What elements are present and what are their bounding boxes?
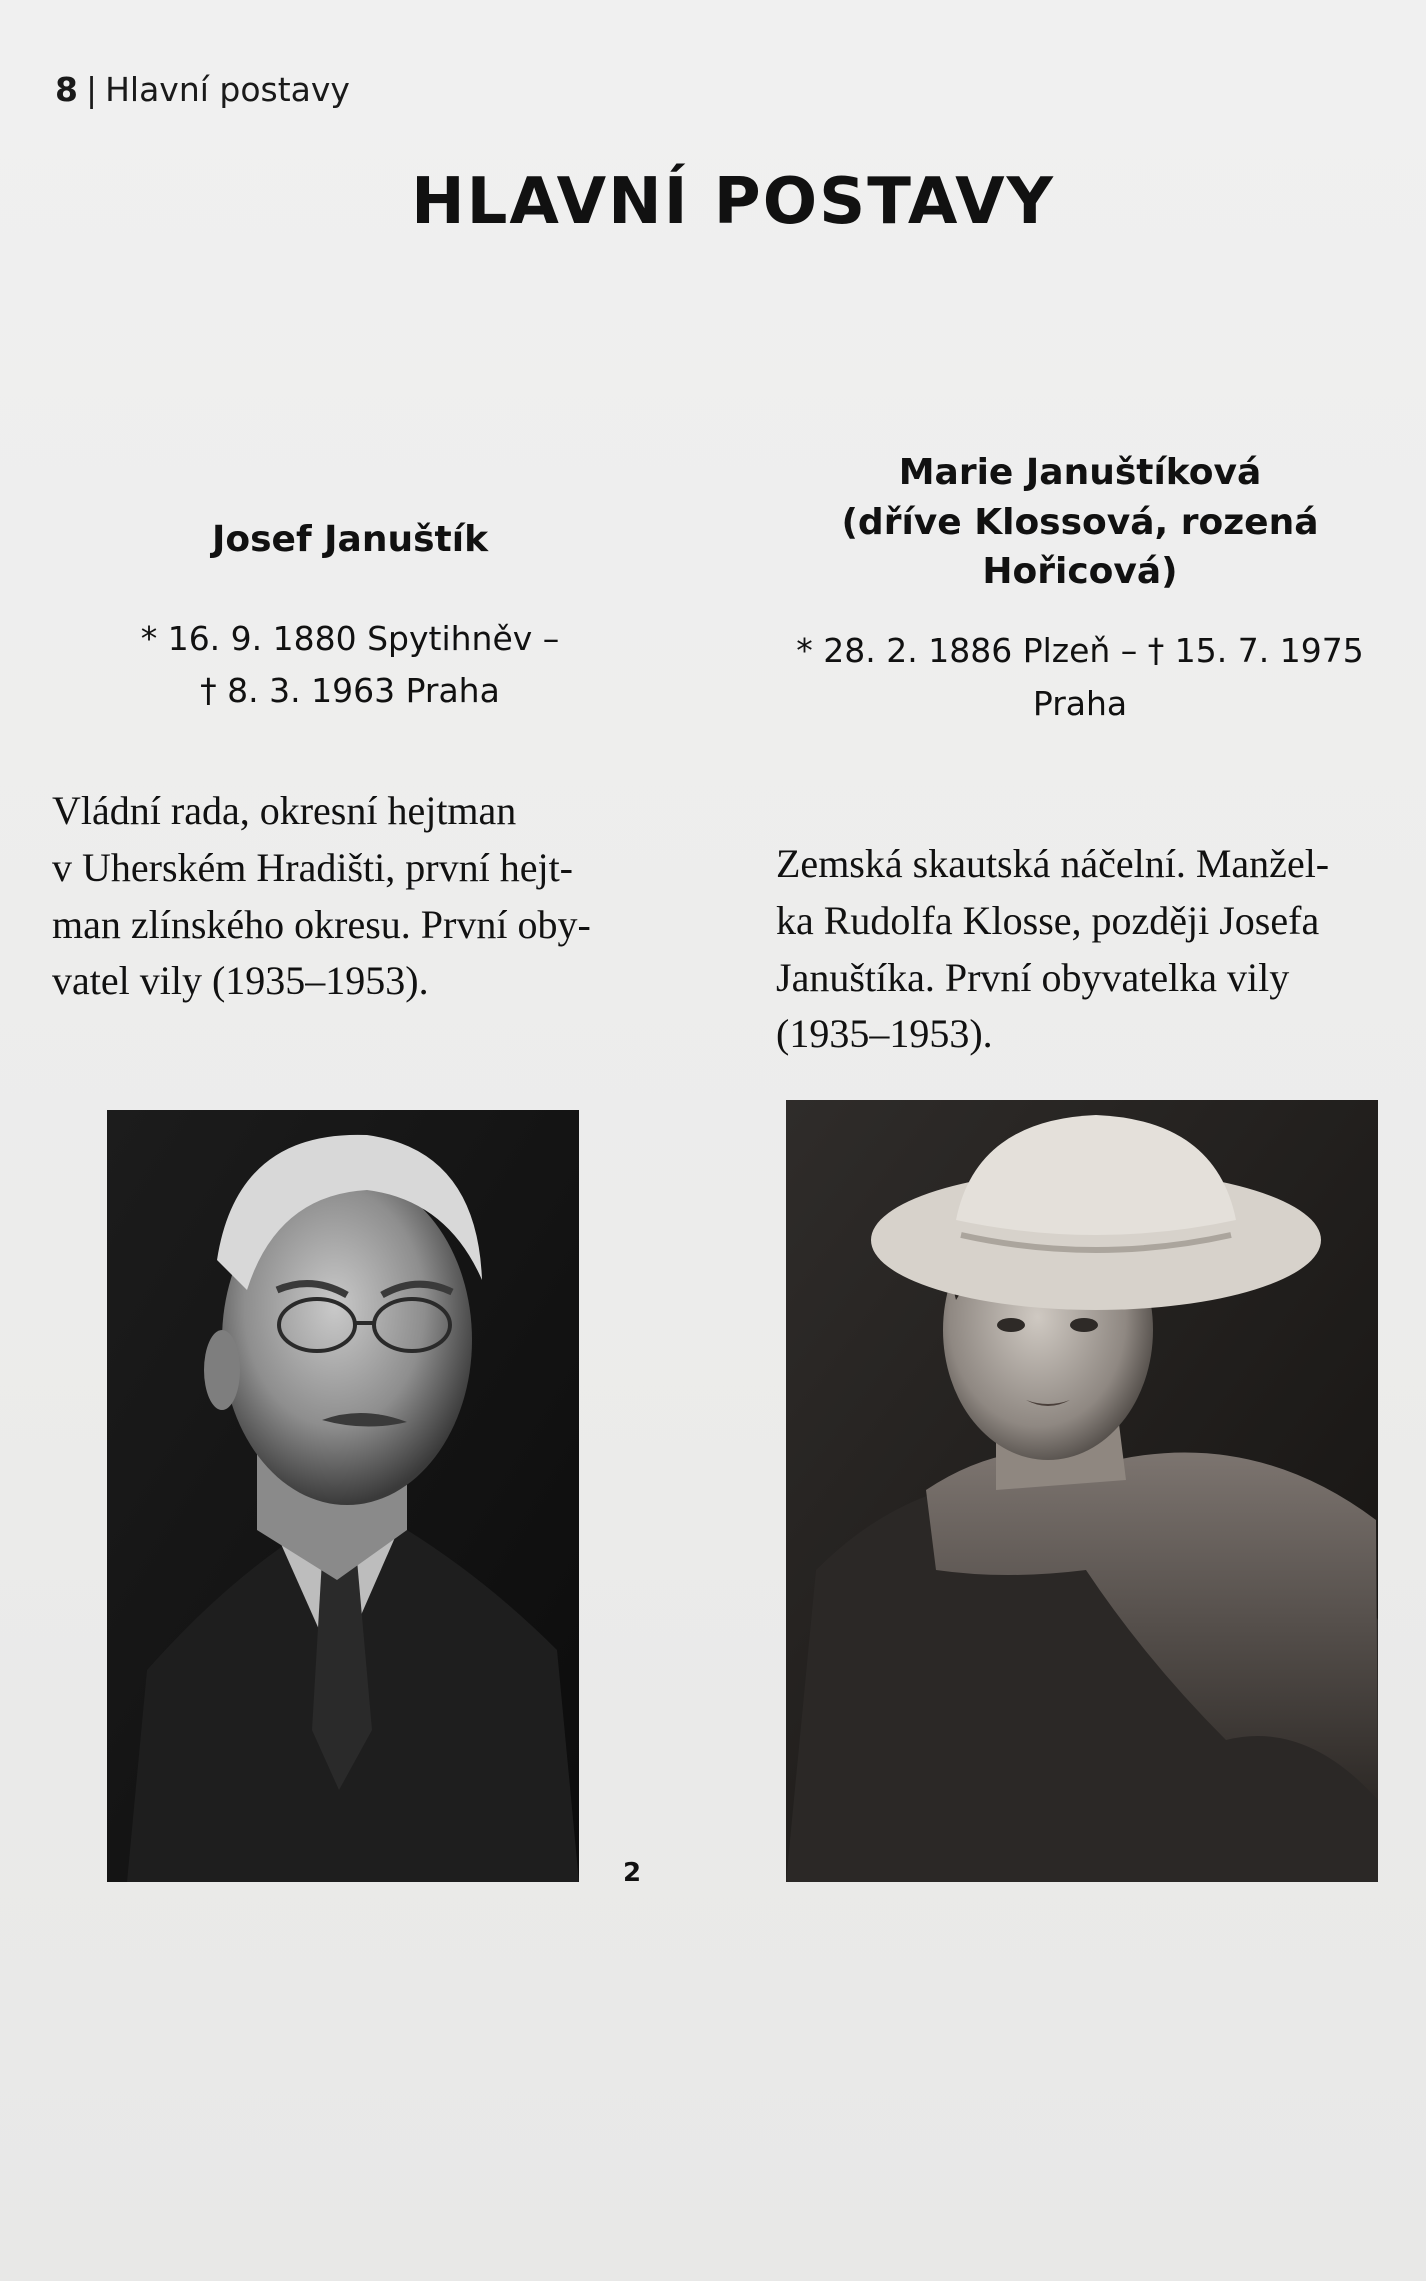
person-name: Josef Januštík [211, 519, 489, 560]
description-line: Januštíka. První obyvatelka vily [776, 954, 1290, 1000]
page-number: 8 [55, 70, 78, 109]
running-head [55, 70, 350, 109]
portrait-woman-image [786, 1100, 1378, 1882]
description-line: man zlínského okresu. První oby- [52, 901, 591, 947]
person-name [770, 448, 1390, 597]
birth-death-line: * 28. 2. 1886 Plzeň – † 15. 7. 1975 [796, 631, 1364, 671]
name-line: (dříve Klossová, rozená [841, 501, 1319, 543]
running-head-section: Hlavní postavy [105, 70, 350, 109]
running-head-separator: | [85, 70, 98, 109]
person-description [776, 836, 1396, 1063]
description-line: vatel vily (1935–1953). [52, 958, 429, 1004]
death-line: † 8. 3. 1963 Praha [200, 671, 500, 711]
person-description [52, 783, 662, 1010]
figure-number: 2 [623, 1858, 642, 1888]
name-line: Hořicová) [982, 551, 1178, 593]
portrait-man-image [107, 1110, 579, 1882]
page-title: HLAVNÍ POSTAVY [411, 165, 1055, 239]
portrait-photo-josef [107, 1110, 579, 1882]
person-dates [60, 613, 640, 719]
description-line: Vládní rada, okresní hejtman [52, 788, 517, 833]
name-line: Marie Januštíková [898, 452, 1262, 493]
birth-line: * 16. 9. 1880 Spytihněv – [140, 618, 560, 658]
death-place-line: Praha [1032, 683, 1128, 723]
person-marie [770, 448, 1390, 731]
description-line: v Uherském Hradišti, první hejt- [52, 844, 573, 890]
person-josef [60, 515, 640, 718]
description-line: (1935–1953). [776, 1011, 993, 1057]
person-dates [770, 625, 1390, 731]
portrait-photo-marie [786, 1100, 1378, 1882]
description-line: ka Rudolfa Klosse, později Josefa [776, 897, 1320, 943]
description-line: Zemská skautská náčelní. Manžel- [776, 841, 1330, 886]
